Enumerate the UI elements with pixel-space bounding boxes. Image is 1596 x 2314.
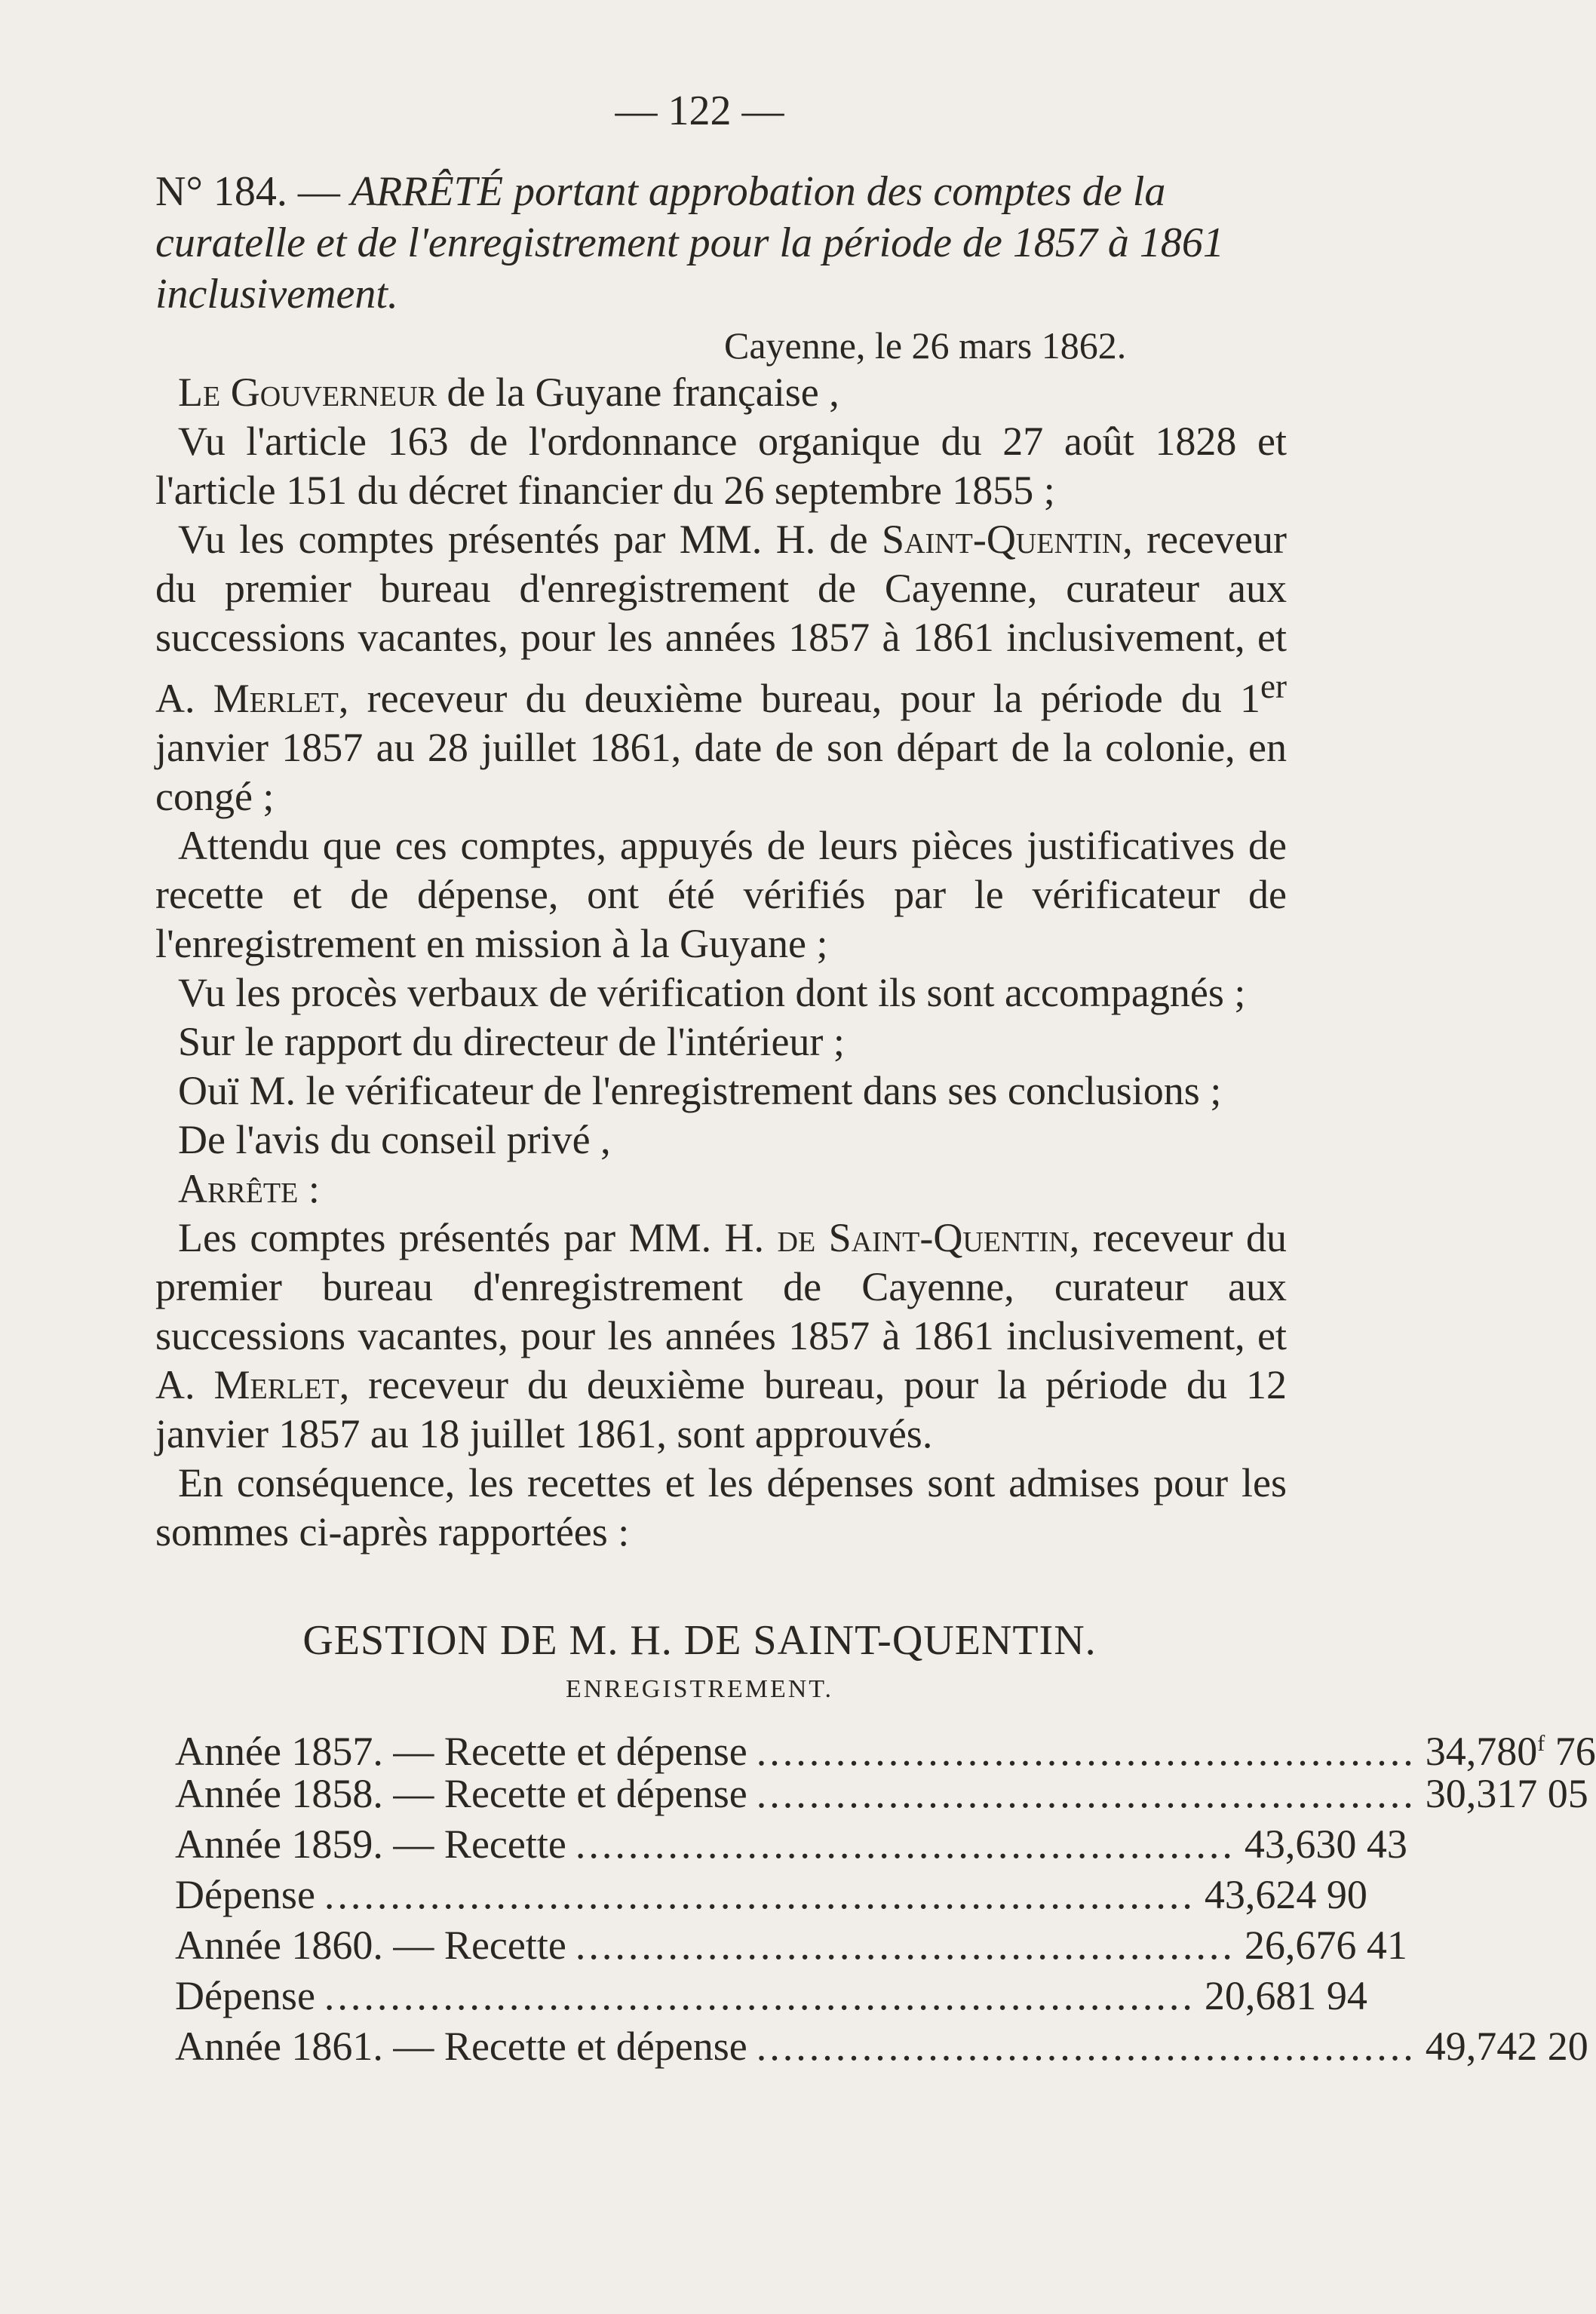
- row-amount: 43,624 90: [1204, 1872, 1367, 1917]
- vu2-name-saint-quentin: Saint-Quentin: [882, 517, 1123, 562]
- paragraph-comptes: [155, 1214, 1287, 1459]
- decree-body: [155, 368, 1287, 1557]
- dateline: Cayenne, le 26 mars 1862.: [724, 324, 1127, 367]
- section-title: GESTION DE M. H. DE SAINT-QUENTIN.: [302, 1617, 1097, 1664]
- vu2-part-e: , receveur du deuxième bureau, pour la période du 1: [338, 676, 1261, 721]
- vu2-part-a: Vu les comptes présentés par MM. H. de: [178, 517, 882, 562]
- table-row: [175, 1819, 1407, 1870]
- row-amount: 43,630 43: [1244, 1821, 1407, 1867]
- accounts-table: [175, 1718, 1596, 2072]
- amount-cents: 76: [1545, 1729, 1596, 1774]
- leader-dots: ..................................................................: [324, 1973, 1195, 2018]
- row-label: Année 1858. — Recette et dépense: [175, 1771, 747, 1816]
- row-label: Année 1860. — Recette: [175, 1923, 566, 1968]
- paragraph-avis: De l'avis du conseil privé ,: [178, 1117, 611, 1162]
- comptes-name-saint-quentin: de Saint-Quentin: [777, 1215, 1070, 1260]
- amount-superscript: f: [1537, 1731, 1545, 1756]
- paragraph-sur-rapport: Sur le rapport du directeur de l'intérieur ;: [178, 1019, 845, 1064]
- comptes-part-c: , receveur du premier bureau d'enregistrement de Cayenne, curateur aux successions vacantes, pour les années 1857 à 1861 inclusivement, et A.: [155, 1215, 1288, 1407]
- table-row: [175, 1870, 1367, 1920]
- row-label: Année 1861. — Recette et dépense: [175, 2024, 747, 2069]
- page-number: — 122 —: [615, 87, 784, 134]
- amount-value: 34,780: [1425, 1729, 1538, 1774]
- leader-dots: ..................................................: [575, 1821, 1235, 1867]
- paragraph-oui: Ouï M. le vérificateur de l'enregistrement dans ses conclusions ;: [178, 1068, 1222, 1113]
- gouverneur-smallcaps: Le Gouverneur: [178, 370, 437, 415]
- leader-dots: ..................................................: [575, 1923, 1235, 1968]
- row-amount: 20,681 94: [1204, 1973, 1367, 2018]
- table-row: [175, 1769, 1588, 1819]
- comptes-name-merlet: Merlet: [213, 1362, 339, 1407]
- vu2-part-c: , receveur du premier bureau d'enregistrement de Cayenne, curateur aux successions vacantes, pour les années 1857 à 1861 inclusivement, et A.: [155, 517, 1287, 721]
- decree-subject: ARRÊTÉ portant approbation des comptes de la curatelle et de l'enregistrement pour la période de 1857 à 1861 inclusivement.: [155, 168, 1224, 318]
- row-label: Dépense: [175, 1973, 315, 2018]
- paragraph-vu-proces: Vu les procès verbaux de vérification dont ils sont accompagnés ;: [178, 970, 1246, 1015]
- row-label: Dépense: [175, 1872, 315, 1917]
- paragraph-vu-article: Vu l'article 163 de l'ordonnance organique du 27 août 1828 et l'article 151 du décret financier du 26 septembre 1855 ;: [155, 419, 1287, 513]
- paragraph-gouverneur: [155, 368, 1287, 417]
- decree-number: N° 184. —: [155, 168, 351, 215]
- leader-dots: ..................................................: [756, 2024, 1416, 2069]
- row-amount: 26,676 41: [1244, 1923, 1407, 1968]
- table-row: [175, 1920, 1407, 1971]
- row-amount: 30,317 05: [1425, 1771, 1588, 1816]
- table-row: [175, 1971, 1367, 2021]
- table-row: [175, 1718, 1596, 1774]
- vu2-superscript: er: [1260, 668, 1288, 705]
- decree-title: [155, 166, 1291, 320]
- comptes-part-a: Les comptes présentés par MM. H.: [178, 1215, 778, 1260]
- paragraph-consequence: En conséquence, les recettes et les dépenses sont admises pour les sommes ci-après rapportées :: [155, 1460, 1287, 1554]
- leader-dots: ..................................................................: [324, 1872, 1195, 1917]
- comptes-part-e: , receveur du deuxième bureau, pour la période du 12 janvier 1857 au 18 juillet 1861, sont approuvés.: [155, 1362, 1288, 1456]
- leader-dots: ..................................................: [756, 1729, 1416, 1774]
- paragraph-attendu: Attendu que ces comptes, appuyés de leurs pièces justificatives de recette et de dépense, ont été vérifiés par le vérificateur de l'enregistrement en mission à la Guyane ;: [155, 823, 1287, 966]
- vu2-part-f: janvier 1857 au 28 juillet 1861, date de son départ de la colonie, en congé ;: [155, 725, 1287, 819]
- paragraph-vu-comptes: [155, 515, 1287, 821]
- gouverneur-text: de la Guyane française ,: [437, 370, 839, 415]
- table-row: [175, 2021, 1588, 2072]
- vu2-name-merlet: Merlet: [213, 676, 339, 721]
- leader-dots: ..................................................: [756, 1771, 1416, 1816]
- paragraph-arrete: Arrête :: [178, 1166, 320, 1211]
- row-label: Année 1859. — Recette: [175, 1821, 566, 1867]
- row-label: Année 1857. — Recette et dépense: [175, 1729, 747, 1774]
- row-amount: 49,742 20: [1425, 2024, 1588, 2069]
- subsection-title: ENREGISTREMENT.: [565, 1675, 834, 1703]
